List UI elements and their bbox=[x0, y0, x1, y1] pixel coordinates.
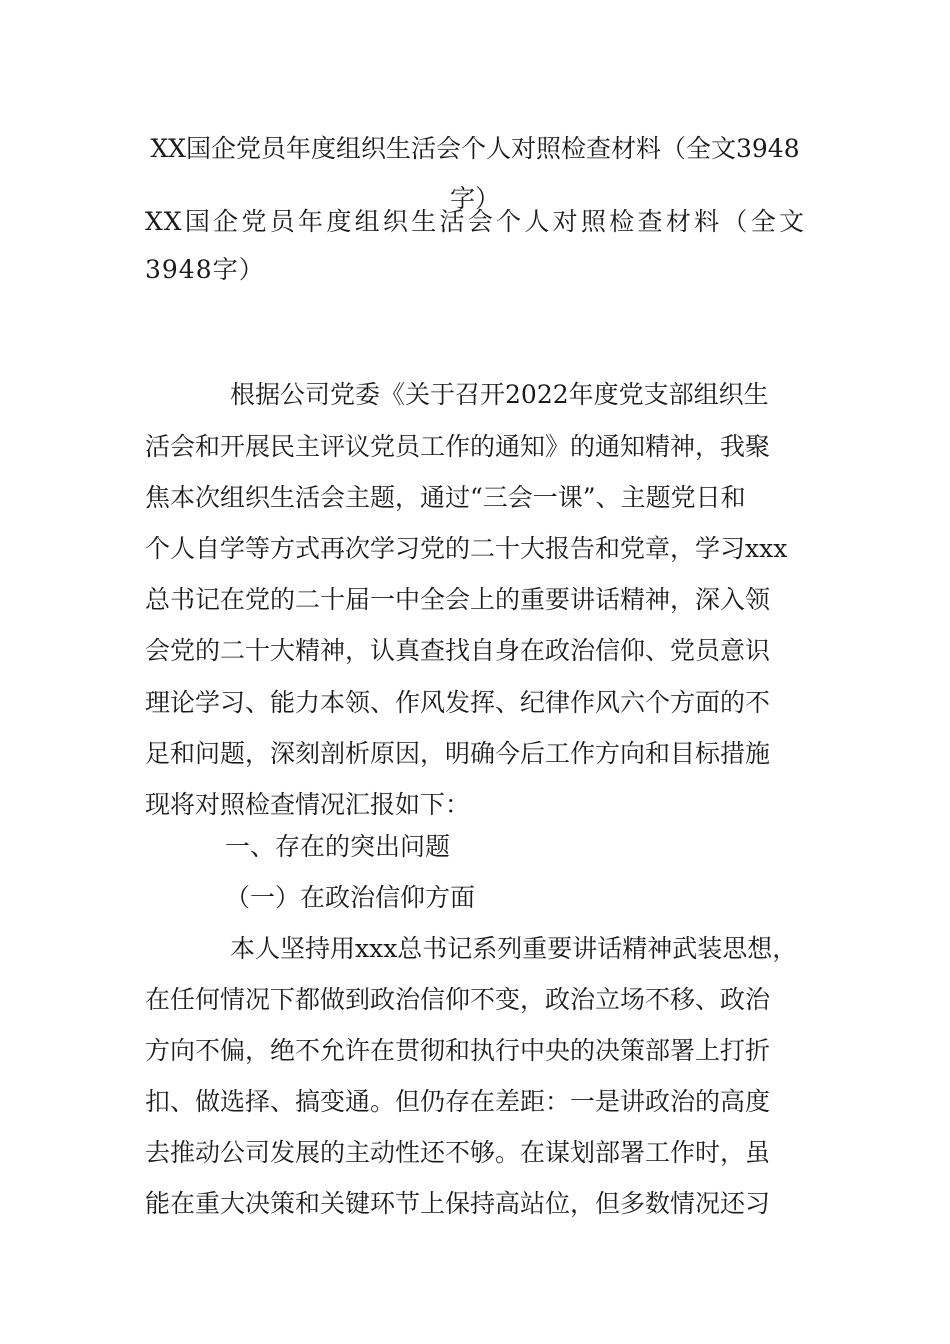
paragraph-line: 焦本次组织生活会主题，通过“三会一课”、主题党日和 bbox=[145, 483, 746, 512]
document-subtitle: XX国企党员年度组织生活会个人对照检查材料（全文3948字） bbox=[145, 207, 805, 284]
paragraph-line: 现将对照检查情况汇报如下： bbox=[145, 790, 471, 819]
paragraph-line: 扣、做选择、搞变通。但仍存在差距：一是讲政治的高度 bbox=[145, 1087, 771, 1116]
paragraph-line: 足和问题，深刻剖析原因，明确今后工作方向和目标措施 bbox=[145, 739, 771, 768]
paragraph-line: 能在重大决策和关键环节上保持高站位，但多数情况还习 bbox=[145, 1189, 771, 1218]
paragraph-line: 会党的二十大精神，认真查找自身在政治信仰、党员意识 bbox=[145, 636, 771, 665]
paragraph-line: 去推动公司发展的主动性还不够。在谋划部署工作时，虽 bbox=[145, 1138, 771, 1167]
paragraph-line: 个人自学等方式再次学习党的二十大报告和党章，学习xxx bbox=[145, 534, 788, 563]
paragraph-line: 活会和开展民主评议党员工作的通知》的通知精神，我聚 bbox=[145, 432, 771, 461]
subsection-heading: （一）在政治信仰方面 bbox=[225, 883, 476, 912]
paragraph-line: 在任何情况下都做到政治信仰不变，政治立场不移、政治 bbox=[145, 985, 771, 1014]
paragraph-line: 本人坚持用xxx总书记系列重要讲话精神武装思想， bbox=[230, 934, 798, 963]
paragraph-line: 方向不偏，绝不允许在贯彻和执行中央的决策部署上打折 bbox=[145, 1036, 771, 1065]
paragraph-line: 理论学习、能力本领、作风发挥、纪律作风六个方面的不 bbox=[145, 688, 771, 717]
document-title: XX国企党员年度组织生活会个人对照检查材料（全文3948字） bbox=[150, 134, 800, 213]
paragraph-line: 总书记在党的二十届一中全会上的重要讲话精神，深入领 bbox=[145, 585, 771, 614]
paragraph-line: 根据公司党委《关于召开2022年度党支部组织生 bbox=[230, 380, 769, 409]
section-heading: 一、存在的突出问题 bbox=[225, 832, 451, 861]
